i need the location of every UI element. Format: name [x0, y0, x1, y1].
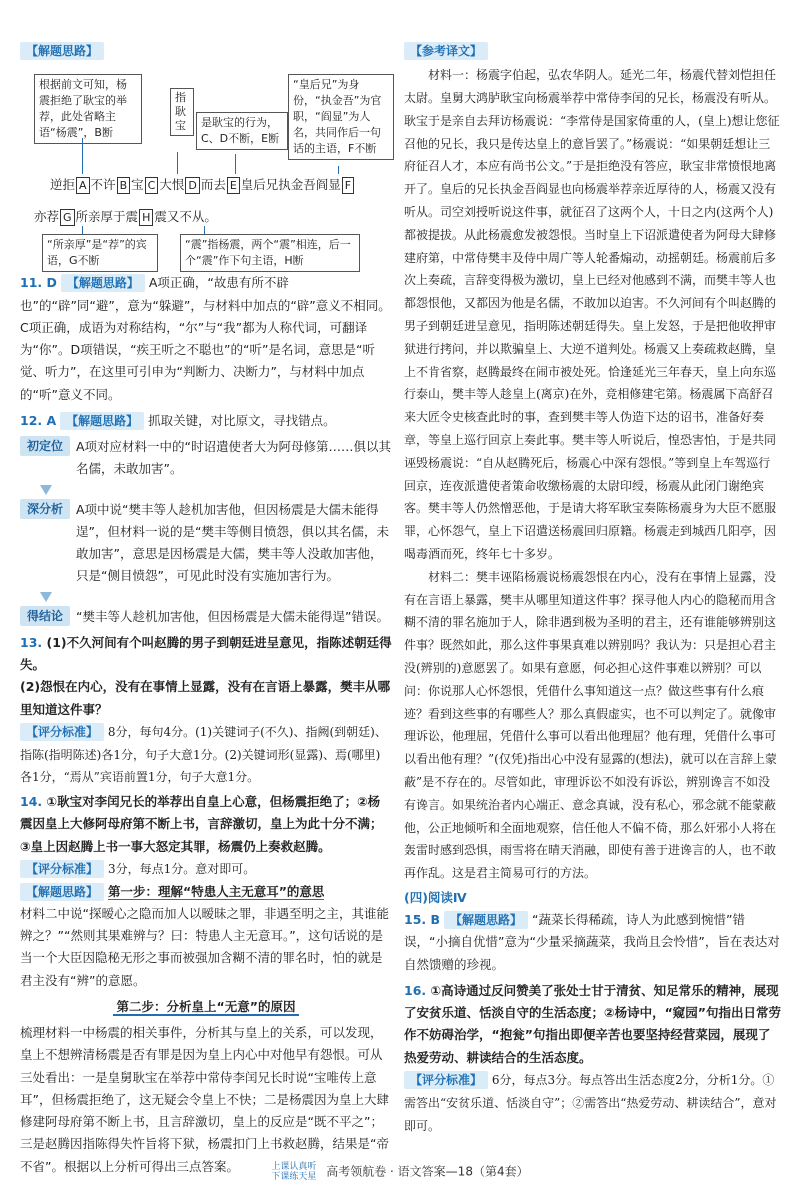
connector-line [204, 226, 205, 234]
text-seg: 震 [154, 209, 167, 225]
question-number: 12. A [20, 412, 57, 428]
scoring-16 [404, 1069, 782, 1137]
flow-step-text: A项对应材料一中的“时诏遣使者大为阿母修第……俱以其名儒，未敢加害”。 [76, 439, 392, 477]
break-marker-c: C [145, 177, 159, 194]
flow-step-text: A项中说“樊丰等人趁机加害他，但因杨震是大儒未能得逞”，但材料一说的是“樊丰等侧目愤怨，俱以其名儒，未敢加害”，意思是因杨震是大儒，樊丰等人没敢加害他，只是“侧目愤怨”，可见此时没有实施加害行为。 [76, 501, 389, 584]
scoring-tag: 【评分标准】 [404, 1071, 488, 1089]
step-heading: 第二步：分析皇上“无意”的原因 [113, 999, 300, 1016]
answer-text: ①高诗通过反问赞美了张处士甘于清贫、知足常乐的精神，展现了安贫乐道、恬淡自守的生活态度；②杨诗中，“窥园”句指出日常劳作不妨碍治学，“抱瓮”句指出即便辛苦也要坚持经营菜园，展现了热爱劳动、耕读结合的生活态度。 [404, 982, 782, 1065]
flow-labels [20, 499, 76, 588]
analysis-tag: 【解题思路】 [61, 274, 145, 292]
question-13 [20, 632, 392, 677]
analysis-flow [20, 606, 392, 628]
analysis-flow [20, 499, 392, 588]
analysis-flow [20, 436, 392, 481]
break-marker-e: E [227, 177, 240, 194]
question-number: 11. D [20, 275, 57, 291]
flow-step-label: 得结论 [20, 606, 70, 626]
question-11 [20, 272, 392, 406]
flow-step-text: “樊丰等人趁机加害他，但因杨震是大儒未能得逞”错误。 [76, 608, 389, 624]
note-box-baobao: 指耿宝 [170, 88, 194, 135]
arrow-down-icon [40, 592, 52, 602]
left-column [20, 40, 392, 1178]
scoring-text: 3分，每点1分。意对即可。 [108, 861, 256, 876]
note-box-cde: 是耿宝的行为，C、D不断，E断 [196, 112, 288, 150]
text-seg: 又不从。 [166, 209, 217, 225]
section-heading-reading-4: (四)阅读Ⅳ [404, 889, 467, 905]
step-heading-2 [20, 996, 392, 1018]
question-14 [20, 791, 392, 858]
footer-text: 高考领航卷 · 语文答案—18（第4套） [326, 1164, 529, 1179]
answer-text: (1)不久河间有个叫赵腾的男子到朝廷进呈意见，指陈述朝廷得失。 [20, 634, 392, 672]
flow-step-label: 深分析 [20, 499, 70, 519]
scoring-tag: 【评分标准】 [20, 860, 104, 878]
logo-line: 上课认真听 [271, 1162, 317, 1172]
analysis-tag: 【解题思路】 [60, 412, 144, 430]
arrow-down-icon [40, 485, 52, 495]
text-seg: 大恨 [159, 177, 185, 193]
flow-step-label: 初定位 [20, 436, 70, 456]
analysis-tag: 【解题思路】 [444, 911, 528, 929]
translation-material-1: 材料一：杨震字伯起，弘农华阴人。延光二年，杨震代替刘恺担任太尉。皇舅大鸿胪耿宝向杨震举荐中常侍李闰的兄长，杨震没有听从。耿宝于是亲自去拜访杨震说：“李常侍是国家倚重的人，(皇上)想让您征召他的兄长，我只是传达皇上的意旨罢了。”杨震说：“如果朝廷想让三府征召人才，本应有尚书公文。”于是拒绝没有答应，耿宝非常愤恨地离开了。皇后的兄长执金吾阎显也向杨震举荐亲近厚待的人，杨震又没有听从。司空刘授听说这件事，就征召了这两个人，十日之内(这两个人)都被提拔。从此杨震愈发被怨恨。当时皇上下诏派遣使者为阿母大肆修建府第，中常侍樊丰及侍中周广等人轮番煽动，动摇朝廷。杨震前后多次上奏疏，言辞变得极为激切，皇上已经对他感到不满，而樊丰等人也都怨恨他，又都因为他是名儒，不敢加以迫害。不久河间有个叫赵腾的男子到朝廷进呈意见，指明陈述朝廷得失。皇上发怒，于是把他收押审狱进行拷问，并以欺骗皇上、大逆不道判处。杨震又上奏疏救赵腾，皇上不肯省察，赵腾最终在闹市被处死。恰逢延光三年春天，皇上向东巡行泰山，樊丰等人趁皇上(离京)在外，竞相修建宅第。杨震属下高舒召来大匠令史核查此时的事，查到樊丰等人伪造下达的诏书，准备好奏章，等皇上巡行回京上奏此事。樊丰等人听说后，惶恐害怕，于是共同诬毁杨震说：“自从赵腾死后，杨震心中深有怨恨。”等到皇上车驾巡行回京，连夜派遣使者策命收缴杨震的太尉印绶，杨震从此闭门谢绝宾客。樊丰等人仍然憎恶他，于是请大将军耿宝奏陈杨震身为大臣不愿服罪，心怀怨气，皇上下诏遣送杨震回归原籍。杨震走到城西几阳亭，因喝毒酒而死，终年七十多岁。 [404, 68, 780, 561]
brand-logo [271, 1162, 316, 1182]
sentence-line-2 [34, 206, 217, 228]
break-marker-h: H [139, 209, 153, 226]
text-seg: 所亲厚于震 [75, 209, 139, 225]
sentence-line-1 [50, 174, 355, 196]
scoring-text: 6分，每点3分。每点答出生活态度2分，分析1分。①需答出“安贫乐道、恬淡自守”；②需答出“热爱劳动、耕读结合”，意对即可。 [404, 1072, 777, 1133]
break-marker-d: D [185, 177, 199, 194]
break-marker-f: F [342, 177, 354, 194]
section-tag-translation: 【参考译文】 [404, 42, 488, 60]
answer-text: (2)怨恨在内心，没有在事情上显露，没有在言语上暴露，樊丰从哪里知道这件事？ [20, 679, 391, 717]
scoring-14 [20, 858, 392, 881]
note-box-f: “皇后兄”为身份，“执金吾”为官职，“阎显”为人名，共同作后一句话的主语，F不断 [288, 74, 394, 160]
text-seg: 而去 [200, 177, 226, 193]
step-text: 梳理材料一中杨震的相关事件，分析其与皇上的关系，可以发现，皇上不想辨清杨震是否有罪是因为皇上内心中对他早有怨恨。可从三处看出：一是皇舅耿宝在举荐中常侍李闰兄长时说“宝唯传上意耳”，但杨震拒绝了，这无疑会令皇上不快；二是杨震因为皇上大肆修建阿母府第不断上书，且言辞激切，皇上的反应是“既不平之”；三是赵腾因指陈得失忤旨将下狱，杨震扣门上书救赵腾，结果是“帝不省”。根据以上分析可得出三点答案。 [20, 1025, 389, 1174]
analysis-tag: 【解题思路】 [20, 883, 104, 901]
answer-text: “蔬菜长得稀疏，诗人为此感到惋惜”错误，“小摘自优惜”意为“少量采摘蔬菜，我尚且会怜惜”，旨在表达对自然馈赠的珍视。 [404, 912, 780, 972]
connector-line [177, 152, 178, 174]
translation-material-2: 材料二：樊丰诬陷杨震说杨震怨恨在内心，没有在事情上显露，没有在言语上暴露，樊丰从哪里知道这件事？探寻他人内心的隐秘而用含糊不清的罪名施加于人，除非遇到极为圣明的君主，还有谁能够辨别这件事？既然如此，那么这件事果真难以辨别吗？我认为：只是担心君主没(辨别的)意愿罢了。如果有意愿，何必担心这件事难以辨别？可以问：你说那人心怀怨恨，凭借什么事知道这一点？做这些事有什么痕迹？看到这些事的有哪些人？那么真假虚实，也不可以判定了。就像审理诉讼，他理屈，凭借什么事可以看出他理屈？他有理，凭借什么事可以看出他有理？”(仅凭)指出心中没有显露的(想法)，就可以在言辞上蒙蔽”是不存在的。尽管如此，审理诉讼不如没有诉讼，辨别谗言不如没有谗言。如果统治者内心端正、意念真诚，没有私心，邪念就不能蒙蔽他，公正地倾听和全面地观察，信任他人不偏不倚，那么奸邪小人将在轰雷时感到恐惧，雨雪将在晴天消融，即使有善于进谗言的人，也不敢再作乱。这是君主简易可行的方法。 [404, 569, 777, 881]
right-column [404, 40, 782, 1137]
answer-text: ①耿宝对李闰兄长的举荐出自皇上心意，但杨震拒绝了；②杨震因皇上大修阿母府第不断上书，言辞激切，皇上为此十分不满；③皇上因赵腾上书一事大怒定其罪，杨震仍上奏救赵腾。 [20, 794, 383, 854]
connector-line [338, 166, 339, 174]
scoring-13 [20, 721, 392, 789]
analysis-14 [20, 881, 392, 903]
connector-line [82, 138, 83, 174]
logo-line: 下课练天星 [271, 1172, 317, 1182]
question-number: 13. [20, 634, 43, 650]
note-box-g: “所亲厚”是“荐”的宾语，G不断 [42, 234, 158, 272]
break-marker-b: B [117, 177, 131, 194]
break-marker-g: G [60, 209, 75, 226]
flow-labels [20, 436, 76, 481]
text-seg: 皇后兄执金吾阎显 [240, 177, 341, 193]
answer-text: A项正确，“故患有所不辟也”的“辟”同“避”，意为“躲避”，与材料中加点的“辟”意义不相同。C项正确，成语为对称结构，“尔”与“我”都为人称代词，可翻译为“你”。D项错误，“疾王听之不聪也”的“听”是名词，意思是“听觉、听力”，在这里可引申为“判断力、决断力”，与材料中加点的“听”意义不同。 [20, 275, 391, 402]
question-16 [404, 980, 782, 1069]
connector-line [235, 154, 236, 174]
scoring-text: 8分，每句4分。(1)关键词子(不久)、指阙(到朝廷)、指陈(指明陈述)各1分，句子大意1分。(2)关键词形(显露)、焉(哪里)各1分，“焉从”宾语前置1分，句子大意1分。 [20, 724, 387, 785]
connector-line [82, 226, 83, 234]
note-box-b: 根据前文可知，杨震拒绝了耿宝的举荐，此处省略主语“杨震”，B断 [34, 74, 142, 144]
step-heading: 第一步：理解“特患人主无意耳”的意思 [108, 883, 325, 899]
answer-text: 抓取关键，对比原文，寻找错点。 [148, 412, 336, 428]
step-text: 材料二中说“探暧心之隐而加人以暧昧之罪，非遇至明之主，其谁能辨之？”“然则其果难辨与？曰：特患人主无意耳。”，这句话说的是当一个大臣因隐秘无形之事而被强加含糊不清的罪名时，怕的就是君主没有“辨”的意愿。 [20, 905, 389, 988]
section-tag-analysis: 【解题思路】 [20, 42, 104, 60]
question-number: 16. [404, 982, 427, 998]
text-seg: 不许 [90, 177, 116, 193]
question-number: 15. B [404, 912, 441, 928]
break-marker-a: A [76, 177, 90, 194]
question-15 [404, 909, 782, 976]
flow-labels [20, 606, 76, 628]
question-number: 14. [20, 794, 43, 810]
question-12 [20, 410, 392, 432]
text-seg: 宝 [131, 177, 144, 193]
scoring-tag: 【评分标准】 [20, 723, 104, 741]
note-box-h: “震”指杨震，两个“震”相连，后一个“震”作下句主语，H断 [180, 234, 360, 272]
text-seg: 亦荐 [34, 209, 60, 225]
page-footer [0, 1162, 800, 1182]
sentence-break-diagram [20, 68, 392, 268]
text-seg: 逆拒 [50, 177, 76, 193]
